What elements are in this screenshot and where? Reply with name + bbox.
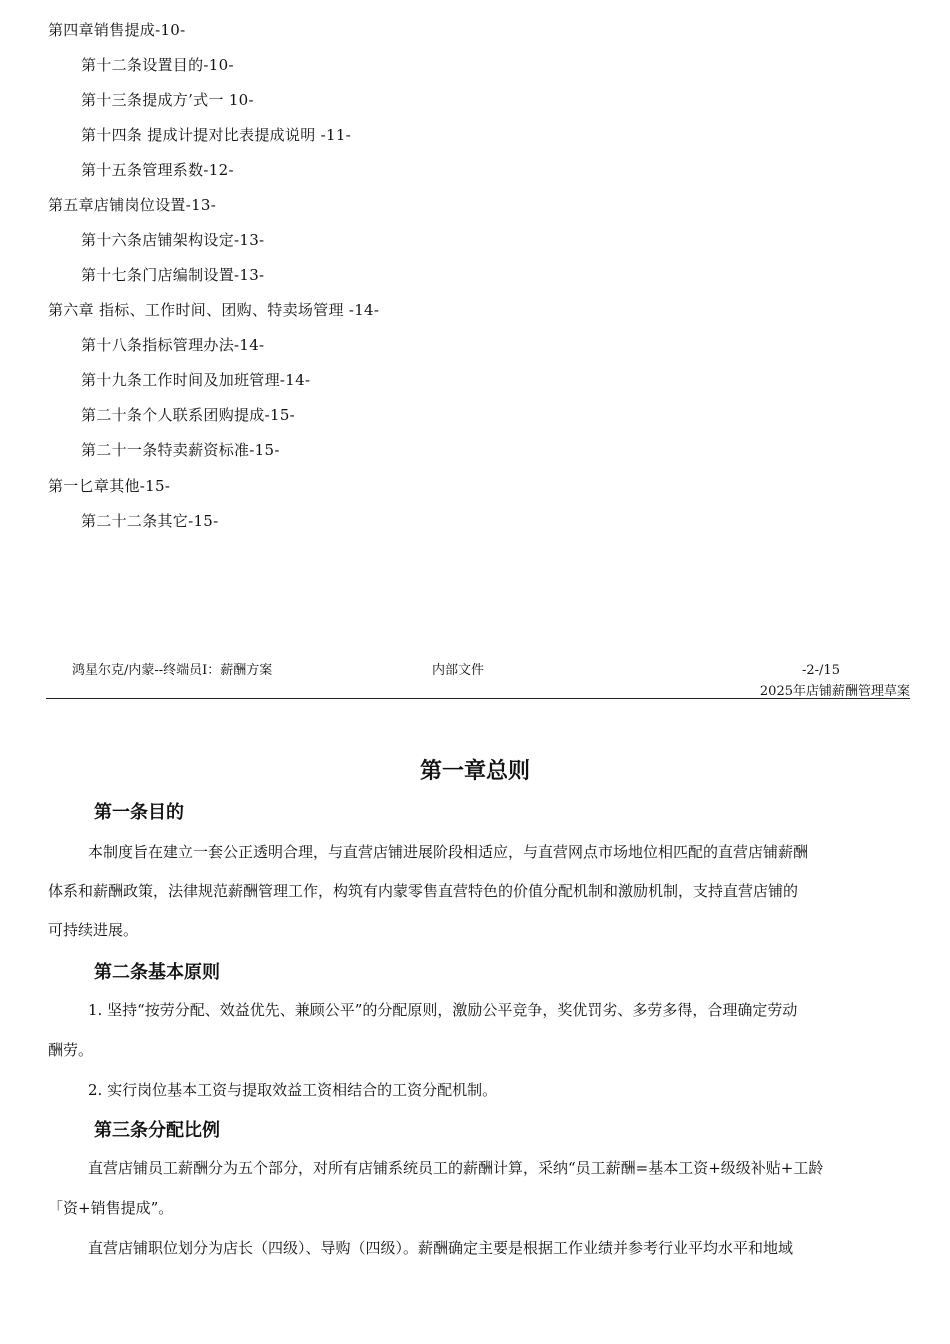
article-2-line-1: 1. 坚持“按劳分配、效益优先、兼顾公平”的分配原则，激励公平竞争，奖优罚劣、多劳多得，合理确定劳动 <box>88 1001 798 1019</box>
toc-article-17: 第十七条门店编制设置-13- <box>81 266 265 284</box>
article-2-heading: 第二条基本原则 <box>94 962 220 983</box>
toc-article-16: 第十六条店铺架构设定-13- <box>81 231 265 249</box>
toc-article-13: 第十三条提成方’式一 10- <box>81 91 254 109</box>
article-3-line-2: 「资+销售提成”。 <box>48 1199 174 1217</box>
footer-company: 鸿星尔克/内蒙--终端员I：薪酬方案 <box>72 663 273 678</box>
article-3-heading: 第三条分配比例 <box>94 1120 220 1141</box>
toc-article-15: 第十五条管理系数-12- <box>81 161 234 179</box>
article-2-line-2: 酬劳。 <box>48 1041 94 1059</box>
article-1-line-1: 本制度旨在建立一套公正透明合理，与直营店铺进展阶段相适应，与直营网点市场地位相匹配的直营店铺薪酬 <box>88 843 809 861</box>
toc-article-14: 第十四条 提成计提对比表提成说明 -11- <box>81 126 352 144</box>
article-1-line-2: 体系和薪酬政策，法律规范薪酬管理工作，构筑有内蒙零售直营特色的价值分配机制和激励机制，支持直营店铺的 <box>48 882 799 900</box>
article-2-item-2: 2. 实行岗位基本工资与提取效益工资相结合的工资分配机制。 <box>88 1081 498 1099</box>
header-doc-title: 2025年店铺薪酬管理草案 <box>759 684 910 699</box>
toc-chapter-6: 第六章 指标、工作时间、团购、特卖场管理 -14- <box>48 301 380 319</box>
header-divider <box>46 698 910 699</box>
article-1-heading: 第一条目的 <box>94 802 184 823</box>
toc-chapter-5: 第五章店铺岗位设置-13- <box>48 196 217 214</box>
toc-article-21: 第二十一条特卖薪资标准-15- <box>81 441 280 459</box>
article-1-line-3: 可持续进展。 <box>48 921 139 939</box>
toc-article-20: 第二十条个人联系团购提成-15- <box>81 406 296 424</box>
toc-article-22: 第二十二条其它-15- <box>81 512 219 530</box>
footer-internal-label: 内部文件 <box>432 663 485 678</box>
article-3-line-1: 直营店铺员工薪酬分为五个部分，对所有店铺系统员工的薪酬计算，采纳“员工薪酬=基本工资+级级补贴+工龄 <box>88 1159 824 1177</box>
toc-chapter-4: 第四章销售提成-10- <box>48 21 186 39</box>
toc-chapter-7: 第一匕章其他-15- <box>48 477 171 495</box>
footer-page-number: -2-/15 <box>802 663 840 678</box>
toc-article-19: 第十九条工作时间及加班管理-14- <box>81 371 311 389</box>
toc-article-12: 第十二条设置目的-10- <box>81 56 234 74</box>
toc-article-18: 第十八条指标管理办法-14- <box>81 336 265 354</box>
article-3-line-3: 直营店铺职位划分为店长（四级）、导购（四级）。薪酬确定主要是根据工作业绩并参考行业平均水平和地域 <box>88 1239 794 1257</box>
chapter-title: 第一章总则 <box>419 759 530 784</box>
